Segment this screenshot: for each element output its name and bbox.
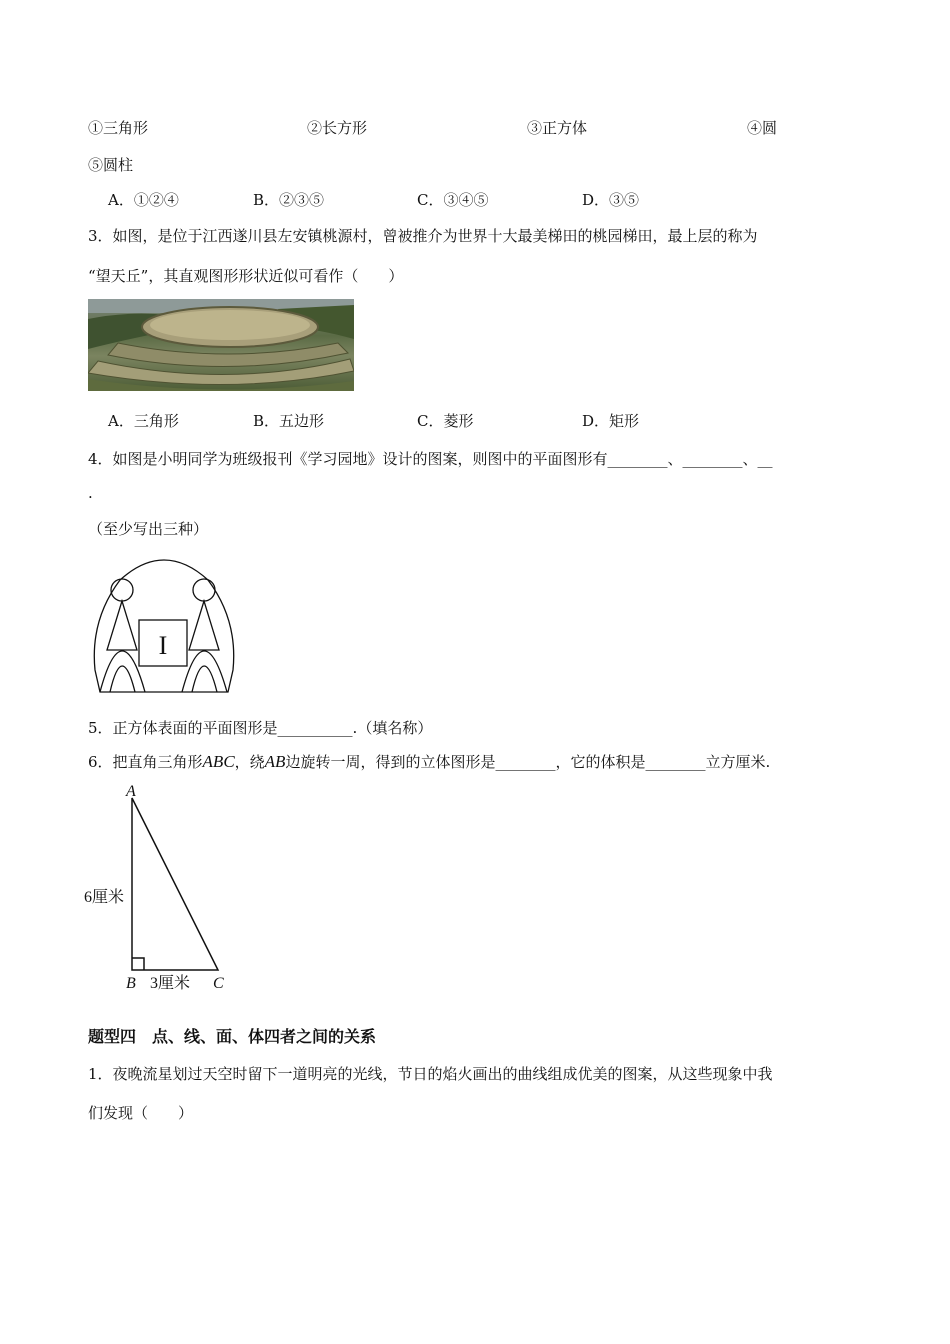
q4-text-line2: . [88,484,93,502]
option-4: ④圆 [747,119,778,137]
q2-choice-c: C．③④⑤ [417,191,489,209]
q2-choice-d: D．③⑤ [582,191,640,209]
section-heading: 题型四 点、线、面、体四者之间的关系 [88,1027,377,1046]
q6-abc: ABC [202,752,235,771]
q6-suffix: 边旋转一周，得到的立体图形是________，它的体积是________立方厘米. [285,753,771,771]
label-c: C [213,975,224,992]
option-5: ⑤圆柱 [88,156,134,174]
terrace-photo [88,299,354,391]
q6-ab: AB [264,752,286,771]
option-2: ②长方形 [307,119,368,137]
q6-mid: ，绕 [234,753,265,771]
s4-q1-line1: 1．夜晚流星划过天空时留下一道明亮的光线，节日的焰火画出的曲线组成优美的图案，从这些现象中我 [88,1065,773,1083]
q5-text: 5．正方体表面的平面图形是__________.（填名称） [88,719,433,737]
option-1: ①三角形 [88,119,149,137]
q4-figure [90,550,240,695]
q2-choice-a: A．①②④ [108,191,179,209]
q3-choice-c: C．菱形 [417,412,474,430]
q3-choice-a: A．三角形 [108,412,179,430]
q6-text [88,752,770,772]
label-a: A [126,783,136,800]
q3-choice-d: D．矩形 [582,412,640,430]
s4-q1-line2: 们发现（ ） [88,1104,194,1122]
q6-triangle-figure [80,780,250,995]
q2-choice-b: B．②③⑤ [253,191,325,209]
side-bc-label: 3厘米 [150,975,191,992]
q6-prefix: 6．把直角三角形 [88,753,203,771]
q3-text-line1: 3．如图，是位于江西遂川县左安镇桃源村，曾被推介为世界十大最美梯田的桃园梯田，最上层的称为 [88,227,758,245]
q3-choice-b: B．五边形 [253,412,325,430]
label-b: B [126,975,136,992]
q4-note: （至少写出三种） [88,520,209,538]
q4-text-line1: 4．如图是小明同学为班级报刊《学习园地》设计的图案，则图中的平面图形有________、________、__ [88,450,773,468]
side-ab-label: 6厘米 [84,889,125,906]
option-3: ③正方体 [527,119,588,137]
q3-text-line2: “望天丘”，其直观图形形状近似可看作（ ） [88,267,404,285]
figure-letter: I [158,631,168,660]
